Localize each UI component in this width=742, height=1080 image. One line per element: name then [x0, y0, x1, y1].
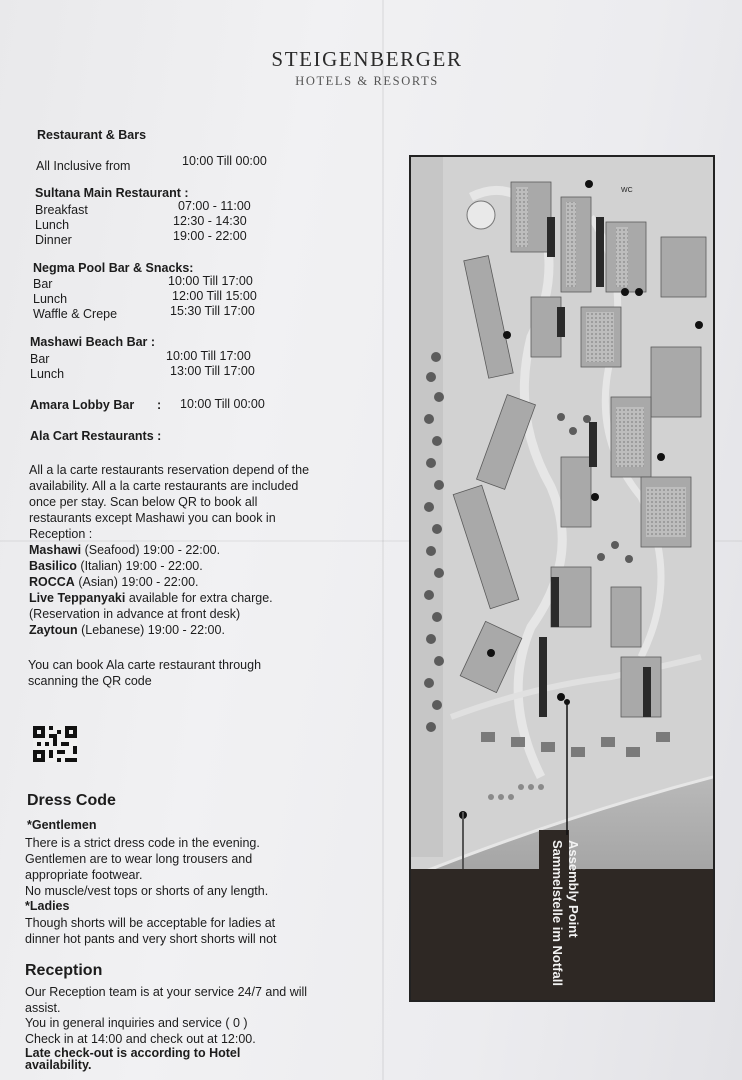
venue-detail: (Italian) 19:00 - 22:00.	[76, 559, 203, 573]
brand-name: STEIGENBERGER	[271, 47, 463, 71]
alacart-title: Ala Cart Restaurants :	[30, 429, 162, 443]
venue-name: Live Teppanyaki	[29, 591, 126, 605]
venue-basilico	[29, 558, 309, 574]
dress-line: dinner hot pants and very short shorts will not	[25, 932, 277, 946]
assembly-point-de: Sammelstelle im Notfall	[550, 840, 565, 986]
assembly-point-label	[537, 840, 599, 1000]
assembly-point-en: Assembly Point	[566, 840, 581, 938]
venue-name: ROCCA	[29, 575, 75, 589]
negma-time-bar: 10:00 Till 17:00	[168, 274, 253, 288]
negma-time-waffle: 15:30 Till 17:00	[170, 304, 255, 318]
amara-label: Amara Lobby Bar	[30, 398, 135, 412]
sultana-label-dinner: Dinner	[35, 233, 72, 247]
gentlemen-text	[25, 835, 268, 899]
sultana-label-lunch: Lunch	[35, 218, 70, 232]
negma-time-lunch: 12:00 Till 15:00	[172, 289, 257, 303]
venue-zaytoun	[29, 622, 309, 638]
booking-line: scanning the QR code	[28, 674, 152, 688]
venue-detail: (Seafood) 19:00 - 22:00.	[81, 543, 221, 557]
negma-label-bar: Bar	[33, 277, 53, 291]
amara-time: 10:00 Till 00:00	[180, 397, 265, 411]
qr-code-icon[interactable]	[33, 726, 77, 762]
mashawi-time-bar: 10:00 Till 17:00	[166, 349, 251, 363]
dress-line: appropriate footwear.	[25, 868, 143, 882]
venue-detail: (Asian) 19:00 - 22:00.	[74, 575, 199, 589]
brand-subtitle: HOTELS & RESORTS	[295, 74, 439, 88]
reception-title: Reception	[25, 962, 103, 979]
reception-line: You in general inquiries and service ( 0 )	[25, 1016, 248, 1030]
reception-line: Our Reception team is at your service 24/7 and will	[25, 985, 308, 999]
venue-rocca	[29, 574, 309, 590]
sultana-time-breakfast: 07:00 - 11:00	[178, 199, 251, 213]
alacart-line: restaurants except Mashawi you can book in	[29, 511, 276, 525]
booking-line: You can book Ala carte restaurant through	[28, 658, 262, 672]
dress-line: Gentlemen are to wear long trousers and	[25, 852, 253, 866]
dress-line: There is a strict dress code in the evening.	[25, 836, 260, 850]
hotel-logo	[262, 47, 472, 89]
sultana-time-lunch: 12:30 - 14:30	[173, 214, 247, 228]
venue-name: Basilico	[29, 559, 77, 573]
negma-title: Negma Pool Bar & Snacks:	[33, 261, 194, 275]
restaurants-heading: Restaurant & Bars	[37, 128, 147, 142]
venue-detail: (Reservation in advance at front desk)	[29, 607, 241, 621]
all-inclusive-time: 10:00 Till 00:00	[182, 154, 267, 168]
venue-detail: (Lebanese) 19:00 - 22:00.	[77, 623, 225, 637]
sultana-label-breakfast: Breakfast	[35, 203, 88, 217]
sultana-time-dinner: 19:00 - 22:00	[173, 229, 247, 243]
alacart-description	[29, 462, 309, 638]
alacart-line: once per stay. Scan below QR to book all	[29, 495, 258, 509]
reception-text	[25, 985, 307, 1071]
ladies-text	[25, 915, 277, 947]
mashawi-label-bar: Bar	[30, 352, 50, 366]
reception-line-bold: Late check-out is according to Hotel	[25, 1046, 241, 1060]
venue-detail: available for extra charge.	[125, 591, 273, 605]
mashawi-time-lunch: 13:00 Till 17:00	[170, 364, 255, 378]
reception-line: Check in at 14:00 and check out at 12:00.	[25, 1031, 256, 1046]
mashawi-title: Mashawi Beach Bar :	[30, 335, 156, 349]
alacart-line: availability. All a la carte restaurants are included	[29, 479, 299, 493]
negma-label-lunch: Lunch	[33, 292, 68, 306]
amara-separator: :	[157, 398, 162, 412]
dress-code-title: Dress Code	[27, 792, 116, 809]
mashawi-label-lunch: Lunch	[30, 367, 65, 381]
dress-line: Though shorts will be acceptable for ladies at	[25, 916, 276, 930]
all-inclusive-label: All Inclusive from	[36, 159, 131, 173]
venue-name: Mashawi	[29, 543, 82, 557]
gentlemen-title: *Gentlemen	[27, 818, 97, 832]
venue-teppanyaki	[29, 590, 309, 606]
dress-line: No muscle/vest tops or shorts of any length.	[25, 884, 269, 898]
venue-name: Zaytoun	[29, 623, 78, 637]
reception-line: assist.	[25, 1000, 61, 1015]
ladies-title: *Ladies	[25, 899, 70, 913]
sultana-title: Sultana Main Restaurant :	[35, 186, 189, 200]
alacart-line: Reception :	[29, 527, 93, 541]
negma-label-waffle: Waffle & Crepe	[33, 307, 118, 321]
venue-mashawi	[29, 542, 309, 558]
reception-line-bold: availability.	[25, 1058, 92, 1072]
booking-text	[28, 657, 261, 689]
wc-label: WC	[621, 187, 633, 194]
venue-reservation-note	[29, 606, 309, 622]
alacart-line: All a la carte restaurants reservation depend of the	[29, 463, 310, 477]
